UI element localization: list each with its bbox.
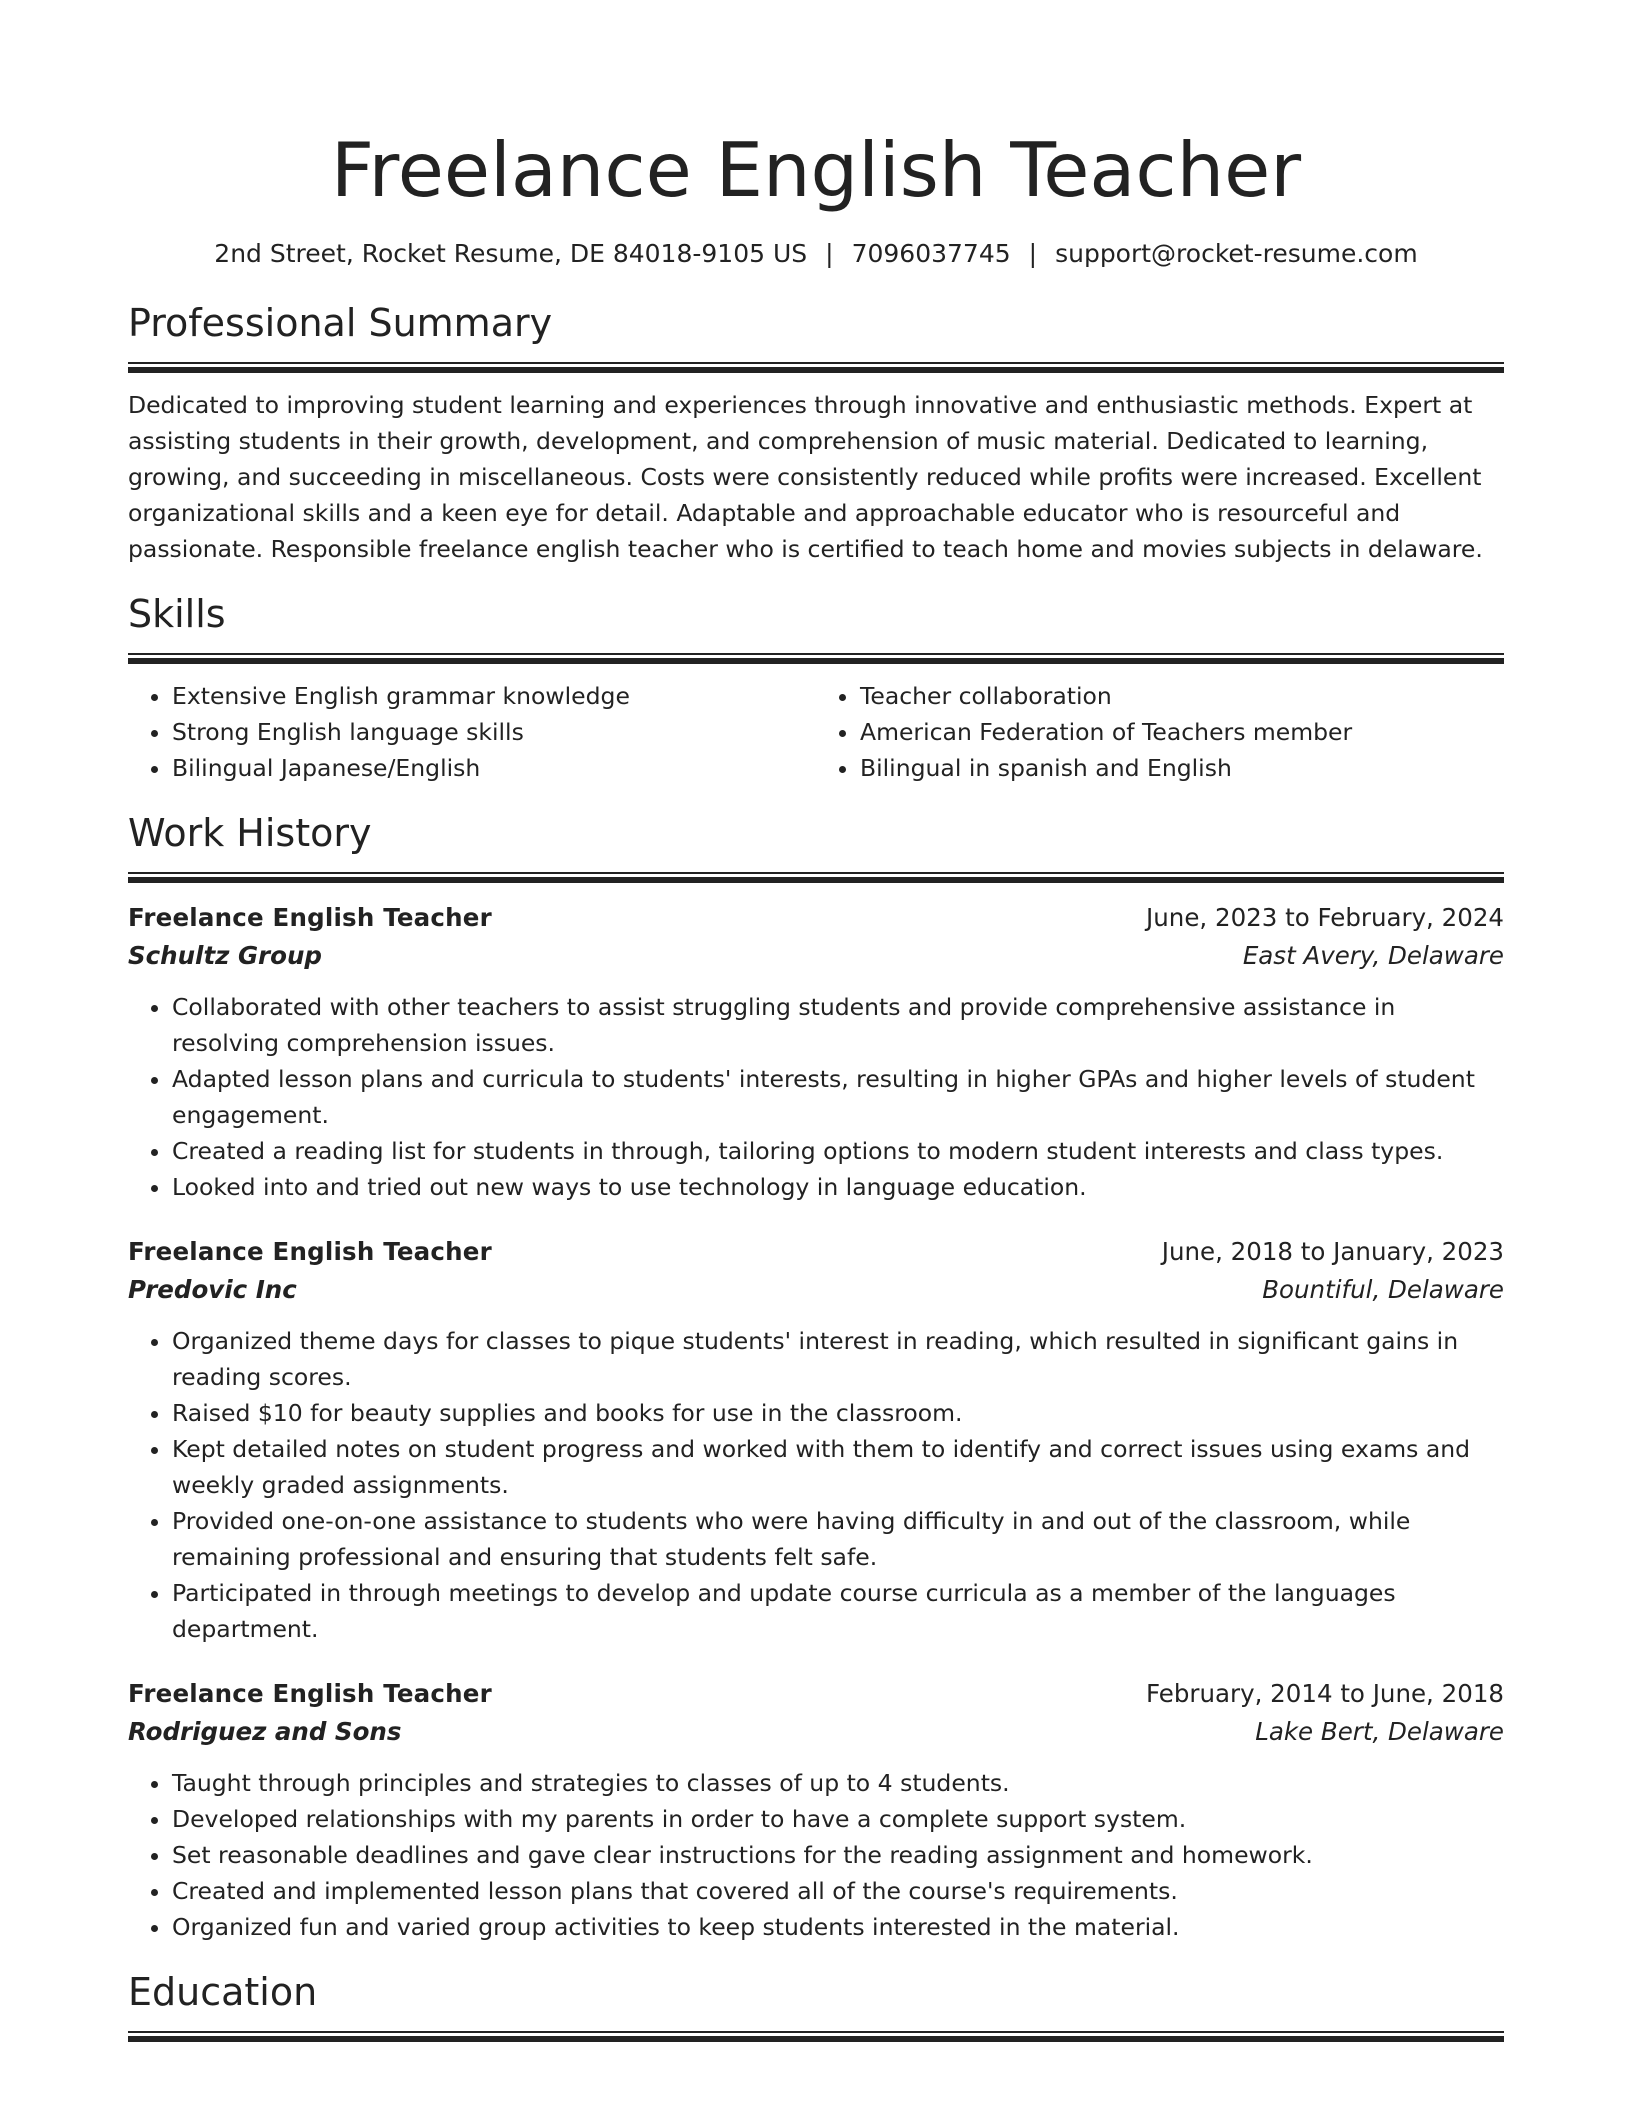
- job-header: [128, 899, 1504, 937]
- job-subheader: [128, 1271, 1504, 1309]
- job-bullet: • Raised $10 for beauty supplies and books for use in the classroom.: [172, 1395, 1504, 1431]
- skill-item: • Strong English language skills: [172, 714, 816, 750]
- section-title-work-history: Work History: [128, 811, 372, 855]
- job-bullet-list: [128, 989, 1504, 1205]
- section-divider: [128, 362, 1504, 373]
- job-bullet-list: [128, 1323, 1504, 1647]
- contact-separator: |: [1028, 239, 1038, 268]
- summary-text: Dedicated to improving student learning and experiences through innovative and enthusiastic methods. Expert at assisting students in their growth, development, and comprehension of music material. Dedicated to learning, growing, and succeeding in miscellaneous. Costs were consistently reduced while profits were increased. Excellent organizational skills and a keen eye for detail. Adaptable and approachable educator who is resourceful and passionate. Responsible freelance english teacher who is certified to teach home and movies subjects in delaware.: [128, 391, 1483, 563]
- skills-list-left: [128, 678, 816, 786]
- job-subheader: [128, 1713, 1504, 1751]
- job-title: Freelance English Teacher: [128, 1679, 492, 1708]
- skill-item: • American Federation of Teachers member: [860, 714, 1504, 750]
- resume-page: [128, 0, 1504, 2042]
- job-bullet: • Developed relationships with my parents in order to have a complete support system.: [172, 1801, 1504, 1837]
- work-history-section: [128, 808, 1504, 1945]
- contact-phone: 7096037745: [851, 239, 1011, 268]
- contact-line: [128, 236, 1504, 272]
- job-company: Predovic Inc: [128, 1275, 297, 1304]
- contact-address: 2nd Street, Rocket Resume, DE 84018-9105 US: [214, 239, 808, 268]
- contact-email: support@rocket-resume.com: [1055, 239, 1418, 268]
- job-header: [128, 1233, 1504, 1271]
- skill-item: • Bilingual in spanish and English: [860, 750, 1504, 786]
- job-bullet-list: [128, 1765, 1504, 1945]
- skills-columns: [128, 678, 1504, 786]
- section-divider: [128, 653, 1504, 664]
- job-bullet: • Looked into and tried out new ways to use technology in language education.: [172, 1169, 1504, 1205]
- job-dates: June, 2018 to January, 2023: [1161, 1237, 1504, 1266]
- section-title-skills: Skills: [128, 592, 226, 636]
- skills-section: [128, 589, 1504, 786]
- education-section: [128, 1967, 1504, 2042]
- job-company: Rodriguez and Sons: [128, 1717, 402, 1746]
- contact-separator: |: [825, 239, 834, 268]
- job-bullet: • Created and implemented lesson plans that covered all of the course's requirements.: [172, 1873, 1504, 1909]
- job-company: Schultz Group: [128, 941, 322, 970]
- job-bullet: • Kept detailed notes on student progress and worked with them to identify and correct issues using exams and weekly graded assignments.: [172, 1431, 1504, 1503]
- job-location: Bountiful, Delaware: [1262, 1275, 1504, 1304]
- job-bullet: • Adapted lesson plans and curricula to students' interests, resulting in higher GPAs and higher levels of student engagement.: [172, 1061, 1504, 1133]
- job-entry: [128, 1675, 1504, 1945]
- resume-name: Freelance English Teacher: [330, 126, 1302, 214]
- skill-item: • Bilingual Japanese/English: [172, 750, 816, 786]
- skills-list-right: [816, 678, 1504, 786]
- job-bullet: • Set reasonable deadlines and gave clear instructions for the reading assignment and homework.: [172, 1837, 1504, 1873]
- job-location: Lake Bert, Delaware: [1255, 1717, 1504, 1746]
- job-subheader: [128, 937, 1504, 975]
- section-title-summary: Professional Summary: [128, 301, 553, 345]
- summary-section: [128, 298, 1504, 567]
- job-bullet: • Organized fun and varied group activities to keep students interested in the material.: [172, 1909, 1504, 1945]
- job-entry: [128, 899, 1504, 1205]
- job-header: [128, 1675, 1504, 1713]
- skill-item: • Extensive English grammar knowledge: [172, 678, 816, 714]
- job-entry: [128, 1233, 1504, 1647]
- job-dates: June, 2023 to February, 2024: [1146, 903, 1504, 932]
- job-title: Freelance English Teacher: [128, 1237, 492, 1266]
- job-location: East Avery, Delaware: [1242, 941, 1504, 970]
- job-bullet: • Participated in through meetings to develop and update course curricula as a member of the languages department.: [172, 1575, 1504, 1647]
- section-divider: [128, 872, 1504, 883]
- job-title: Freelance English Teacher: [128, 903, 492, 932]
- job-bullet: • Created a reading list for students in through, tailoring options to modern student interests and class types.: [172, 1133, 1504, 1169]
- job-bullet: • Taught through principles and strategies to classes of up to 4 students.: [172, 1765, 1504, 1801]
- skill-item: • Teacher collaboration: [860, 678, 1504, 714]
- job-dates: February, 2014 to June, 2018: [1146, 1679, 1504, 1708]
- job-bullet: • Organized theme days for classes to pique students' interest in reading, which resulted in significant gains in reading scores.: [172, 1323, 1504, 1395]
- job-bullet: • Collaborated with other teachers to assist struggling students and provide comprehensive assistance in resolving comprehension issues.: [172, 989, 1504, 1061]
- section-title-education: Education: [128, 1970, 318, 2014]
- section-divider: [128, 2031, 1504, 2042]
- job-bullet: • Provided one-on-one assistance to students who were having difficulty in and out of the classroom, while remaining professional and ensuring that students felt safe.: [172, 1503, 1504, 1575]
